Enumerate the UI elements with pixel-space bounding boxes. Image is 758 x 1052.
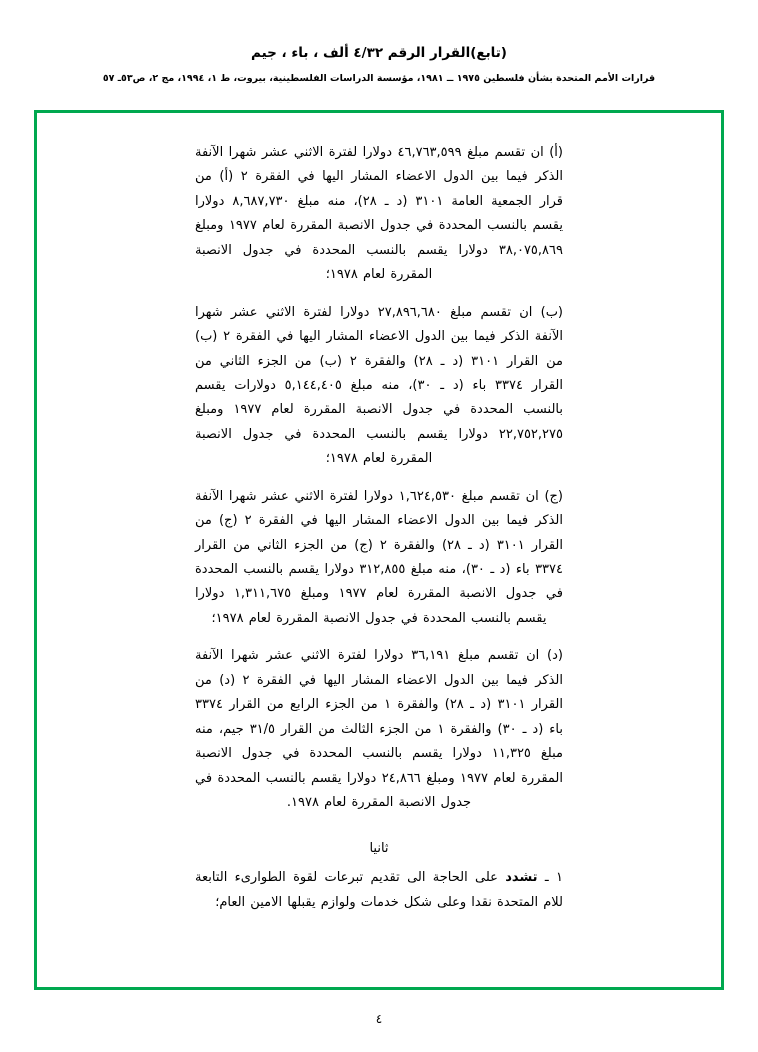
paragraph-b: (ب) ان تقسم مبلغ ٢٧,٨٩٦,٦٨٠ دولارا لفترة الاثني عشر شهرا الآنفة الذكر فيما بين الدول الاعضاء المشار اليها في الفقرة ٢ (ب) من القرار ٣١٠١ (د ـ ٢٨) والفقرة ٢ (ب) من الجزء الثاني من القرار ٣٣٧٤ باء (د ـ ٣٠)، منه مبلغ ٥,١٤٤,٤٠٥ دولارات يقسم بالنسب المحددة في جدول الانصبة المقررة لعام ١٩٧٧ ومبلغ ٢٢,٧٥٢,٢٧٥ دولارا يقسم بالنسب المحددة في جدول الانصبة المقررة لعام ١٩٧٨؛ (195, 304, 564, 467)
page-title: (تابع)القرار الرقم ٤/٣٢ ألف ، باء ، جيم (251, 45, 507, 61)
document-header (0, 0, 758, 85)
page-subtitle: قرارات الأمم المتحدة بشأن فلسطين ١٩٧٥ ــ ١٩٨١، مؤسسة الدراسات الفلسطينية، بيروت، ط ١، ١٩٩٤، مج ٢، ص٥٣ـ ٥٧ (102, 72, 656, 84)
paragraph-a: (أ) ان تقسم مبلغ ٤٦,٧٦٣,٥٩٩ دولارا لفترة الاثني عشر شهرا الآنفة الذكر فيما بين الدول الاعضاء المشار اليها في الفقرة ٢ (أ) من قرار الجمعية العامة ٣١٠١ (د ـ ٢٨)، منه مبلغ ٨,٦٨٧,٧٣٠ دولارا يقسم بالنسب المحددة في جدول الانصبة المقررة لعام ١٩٧٧ ومبلغ ٣٨,٠٧٥,٨٦٩ دولارا يقسم بالنسب المحددة في جدول الانصبة المقررة لعام ١٩٧٨؛ (195, 145, 563, 283)
paragraph-d: (د) ان تقسم مبلغ ٣٦,١٩١ دولارا لفترة الاثني عشر شهرا الآنفة الذكر فيما بين الدول الاعضاء المشار اليها في الفقرة ٢ (د) من القرار ٣١٠١ (د ـ ٢٨) والفقرة ١ من الجزء الرابع من القرار ٣٣٧٤ باء (د ـ ٣٠) والفقرة ١ من الجزء الثالث من القرار ٣١/٥ جيم، منه مبلغ ١١,٣٢٥ دولارا يقسم بالنسب المحددة في جدول الانصبة المقررة لعام ١٩٧٧ ومبلغ ٢٤,٨٦٦ دولارا يقسم بالنسب المحددة في جدول الانصبة المقررة لعام ١٩٧٨. (195, 648, 563, 810)
closing-paragraph (195, 866, 563, 915)
closing-prefix: ١ ـ (537, 870, 563, 886)
body-column (195, 141, 563, 915)
paragraph-c: (ج) ان تقسم مبلغ ١,٦٢٤,٥٣٠ دولارا لفترة الاثني عشر شهرا الآنفة الذكر فيما بين الدول الاعضاء المشار اليها في الفقرة ٢ (ج) من القرار ٣١٠١ (د ـ ٢٨) والفقرة ٢ (ج) من الجزء الثاني من القرار ٣٣٧٤ باء (د ـ ٣٠)، منه مبلغ ٣١٢,٨٥٥ دولارا يقسم بالنسب المحددة في جدول الانصبة المقررة لعام ١٩٧٧ ومبلغ ١,٣١١,٦٧٥ دولارا يقسم بالنسب المحددة في جدول الانصبة المقررة لعام ١٩٧٨؛ (195, 488, 564, 626)
section-heading: ثانيا (369, 841, 389, 857)
closing-keyword: تشدد (505, 870, 538, 886)
content-area (37, 141, 721, 987)
closing-rest: على الحاجة الى تقديم تبرعات لقوة الطوارىء التابعة للام المتحدة نقدا وعلى شكل خدمات ولوازم يقبلها الامين العام؛ (195, 870, 563, 910)
page-number: ٤ (375, 1012, 383, 1026)
green-content-frame (34, 110, 724, 990)
